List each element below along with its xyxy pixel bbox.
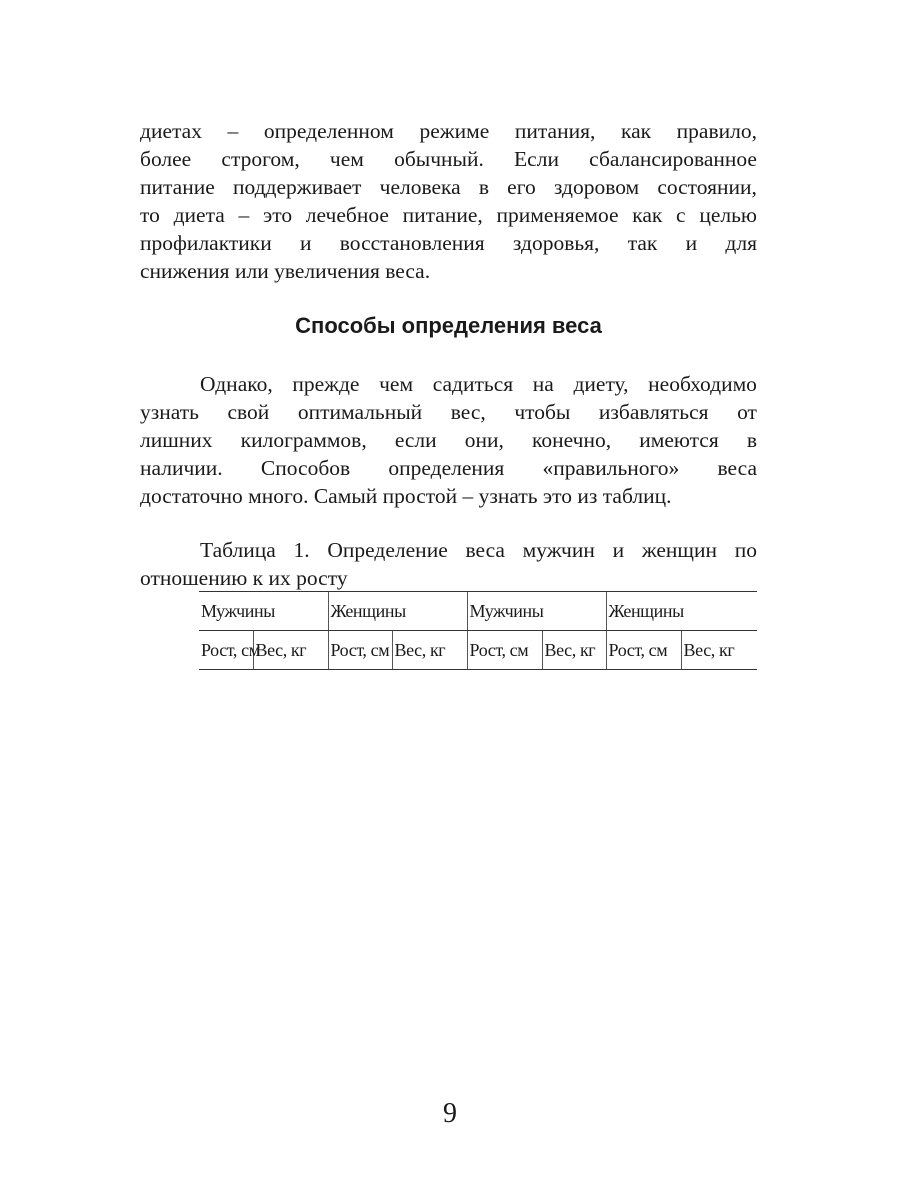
word: здоровом xyxy=(553,175,640,199)
word: с xyxy=(676,203,686,227)
table-subheader: Вес, кг xyxy=(681,631,757,670)
text-line xyxy=(140,201,757,229)
word: таблиц. xyxy=(602,484,672,508)
word: Если xyxy=(514,147,559,171)
text-line xyxy=(140,229,757,257)
word: диетах xyxy=(140,119,202,143)
word: сбалансированное xyxy=(589,147,757,171)
word: Определение xyxy=(327,538,448,562)
paragraph-diets xyxy=(140,117,757,285)
word: узнать xyxy=(478,484,538,508)
word: строгом, xyxy=(221,147,300,171)
text-line xyxy=(140,454,757,482)
word: состоянии, xyxy=(657,175,757,199)
word: Однако, xyxy=(200,372,273,396)
text-line xyxy=(140,564,757,592)
table-caption xyxy=(140,536,757,592)
text-line xyxy=(140,426,757,454)
word: женщин xyxy=(641,538,717,562)
text-line xyxy=(140,536,757,564)
word: в xyxy=(746,428,757,452)
word: необходимо xyxy=(648,372,757,396)
word: снижения xyxy=(140,259,230,283)
table-subheader: Рост, см xyxy=(199,631,253,670)
table-subheader: Вес, кг xyxy=(392,631,467,670)
word: – xyxy=(227,119,239,143)
table-subheader: Вес, кг xyxy=(253,631,328,670)
word: избавляться xyxy=(598,400,709,424)
word: профилактики xyxy=(140,231,272,255)
word: по xyxy=(734,538,757,562)
word: веса. xyxy=(385,259,431,283)
word: отношению xyxy=(140,566,248,590)
word: восстановления xyxy=(339,231,485,255)
word: режиме xyxy=(419,119,490,143)
text-line xyxy=(140,482,757,510)
table-subheader-row xyxy=(199,631,757,670)
word: диету, xyxy=(573,372,629,396)
word: узнать xyxy=(140,400,199,424)
word: увеличения xyxy=(274,259,380,283)
text-line xyxy=(140,117,757,145)
word: веса xyxy=(717,456,757,480)
word: питание xyxy=(140,175,215,199)
word: чем xyxy=(379,372,414,396)
word: лишних xyxy=(140,428,213,452)
word: Способов xyxy=(260,456,351,480)
word: как xyxy=(632,203,663,227)
table-group-header: Женщины xyxy=(606,592,757,631)
word: питания, xyxy=(514,119,596,143)
word: и xyxy=(685,231,698,255)
text-line xyxy=(140,173,757,201)
word: – xyxy=(462,484,474,508)
word: садиться xyxy=(432,372,514,396)
word: определения xyxy=(388,456,505,480)
text-line xyxy=(140,370,757,398)
word: они, xyxy=(464,428,504,452)
text-line xyxy=(140,257,757,285)
word: применяемое xyxy=(496,203,619,227)
word: вес, xyxy=(450,400,486,424)
word: поддерживает xyxy=(232,175,362,199)
word: килограммов, xyxy=(240,428,367,452)
word: оптимальный xyxy=(297,400,423,424)
word: веса xyxy=(465,538,505,562)
table-subheader: Вес, кг xyxy=(542,631,606,670)
text-line xyxy=(140,145,757,173)
word: питание, xyxy=(402,203,483,227)
word: это xyxy=(262,203,293,227)
word: их xyxy=(268,566,291,590)
word: «правильного» xyxy=(542,456,680,480)
word: много. xyxy=(248,484,309,508)
word: имеются xyxy=(639,428,719,452)
word: чтобы xyxy=(514,400,571,424)
page-number: 9 xyxy=(443,1098,457,1129)
word: это xyxy=(542,484,573,508)
table-subheader: Рост, см xyxy=(606,631,681,670)
word: свой xyxy=(227,400,270,424)
word: лечебное xyxy=(305,203,389,227)
word: определенном xyxy=(263,119,394,143)
word: наличии. xyxy=(140,456,223,480)
word: и xyxy=(300,231,312,255)
table-group-header: Мужчины xyxy=(199,592,328,631)
word: в xyxy=(478,175,490,199)
word: 1. xyxy=(293,538,310,562)
word: человека xyxy=(379,175,461,199)
word: из xyxy=(577,484,598,508)
word: или xyxy=(234,259,269,283)
table-subheader: Рост, см xyxy=(467,631,542,670)
word: и xyxy=(612,538,625,562)
word: так xyxy=(627,231,658,255)
word: – xyxy=(238,203,250,227)
word: правило, xyxy=(676,119,757,143)
paragraph-weight-methods xyxy=(140,370,757,510)
word: здоровья, xyxy=(512,231,600,255)
word: Таблица xyxy=(200,538,276,562)
word: на xyxy=(532,372,554,396)
table-group-header-row xyxy=(199,592,757,631)
word: простой xyxy=(382,484,458,508)
word: целью xyxy=(699,203,757,227)
word: для xyxy=(725,231,757,255)
word: как xyxy=(620,119,652,143)
section-heading: Способы определения веса xyxy=(295,313,602,338)
word: чем xyxy=(329,147,364,171)
word: достаточно xyxy=(140,484,243,508)
word: мужчин xyxy=(522,538,595,562)
word: более xyxy=(140,147,192,171)
word: если xyxy=(394,428,437,452)
table-group-header: Женщины xyxy=(328,592,467,631)
word: росту xyxy=(296,566,348,590)
table-group-header: Мужчины xyxy=(467,592,606,631)
table-subheader: Рост, см xyxy=(328,631,392,670)
word: обычный. xyxy=(394,147,484,171)
word: его xyxy=(507,175,536,199)
word: к xyxy=(252,566,264,590)
weight-table xyxy=(199,591,757,670)
word: прежде xyxy=(292,372,360,396)
word: Самый xyxy=(313,484,378,508)
word: конечно, xyxy=(532,428,612,452)
word: диета xyxy=(173,203,225,227)
word: от xyxy=(737,400,757,424)
text-line xyxy=(140,398,757,426)
word: то xyxy=(140,203,160,227)
